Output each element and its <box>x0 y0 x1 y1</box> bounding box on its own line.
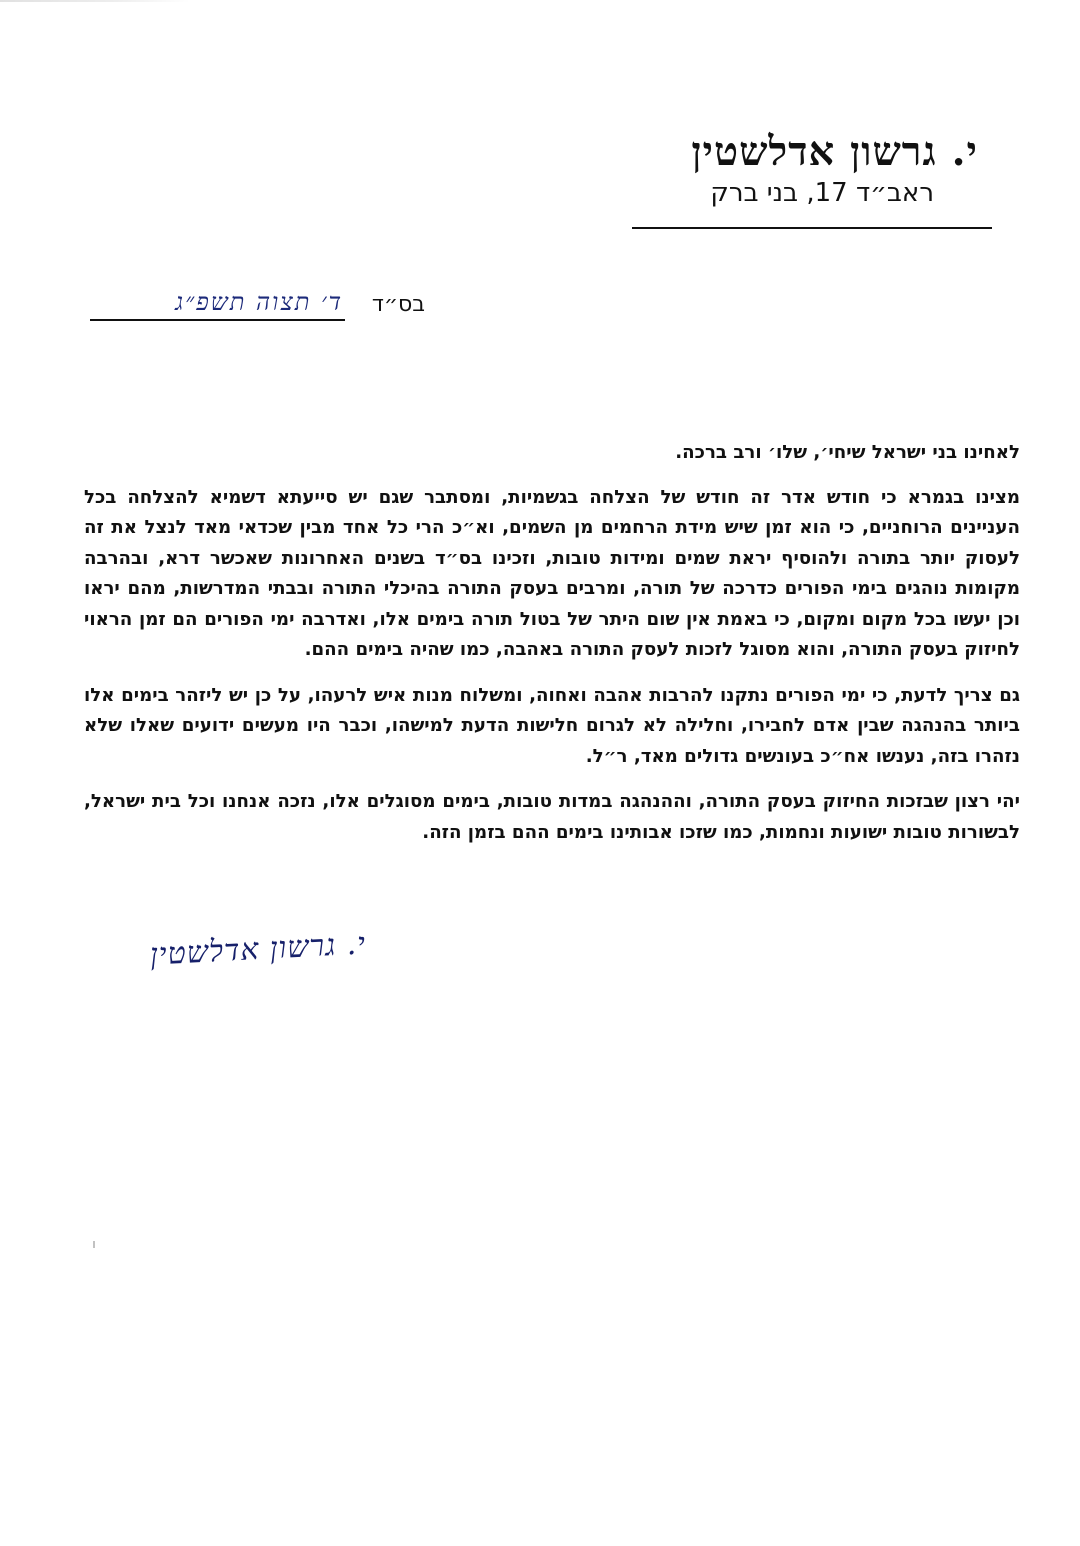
handwritten-date: ד׳ תצוה תשפ״ג <box>175 288 343 316</box>
letterhead <box>610 130 990 208</box>
paragraph-3: יהי רצון שבזכות החיזוק בעסק התורה, וההנהגה במדות טובות, בימים מסוגלים אלו, נזכה אנחנו וכל בית ישראל, לבשורות טובות ישועות ונחמות, כמו שזכו אבותינו בימים ההם בזמן הזה. <box>84 791 1020 843</box>
bsd-mark: בס״ד <box>371 292 425 317</box>
handwritten-signature: י. גרשון אדלשטין <box>149 926 367 973</box>
salutation: לאחינו בני ישראל שיחי׳, שלו׳ ורב ברכה. <box>675 442 1020 463</box>
letterhead-address: ראב״ד 17, בני ברק <box>710 178 934 208</box>
date-line <box>90 288 425 328</box>
date-underline <box>90 319 345 321</box>
paragraph-1: מצינו בגמרא כי חודש אדר זה חודש של הצלחה בגשמיות, ומסתבר שגם יש סייעתא דשמיא להצלחה בכל העניינים הרוחניים, כי הוא זמן שיש מידת הרחמים מן השמים, וא״כ הרי כל אחד מבין שכדאי מאד לנצל את זה לעסוק יותר בתורה ולהוסיף יראת שמים ומידות טובות, וזכינו בס״ד בשנים האחרונות שאכשר דרא, ובהרבה מקומות נוהגים בימי הפורים כדרכה של תורה, ומרבים בעסק התורה בהיכלי התורה ובבתי המדרשות, מהם יראו וכן יעשו בכל מקום ומקום, כי באמת אין שום היתר של בטול תורה בימים אלו, ואדרבה ימי הפורים הם זמן הראוי לחיזוק בעסק התורה, והוא מסוגל לזכות לעסק התורה באהבה, כמו שהיה בימים ההם. <box>84 486 1020 660</box>
letterhead-name: י. גרשון אדלשטין <box>691 128 978 175</box>
scan-artifact <box>0 0 190 2</box>
scan-artifact <box>93 1241 95 1248</box>
letterhead-divider <box>632 227 992 229</box>
paragraph-2: גם צריך לדעת, כי ימי הפורים נתקנו להרבות אהבה ואחוה, ומשלוח מנות איש לרעהו, על כן יש ליזהר בימים אלו ביותר בהנהגה שבין אדם לחבירו, וחלילה לא לגרום חלישות הדעת למישהו, וכבר היו מעשים ידועים שאלו שלא נזהרו בזה, נענשו אח״כ בעונשים גדולים מאד, ר״ל. <box>84 684 1020 767</box>
letter-body <box>84 438 1020 863</box>
